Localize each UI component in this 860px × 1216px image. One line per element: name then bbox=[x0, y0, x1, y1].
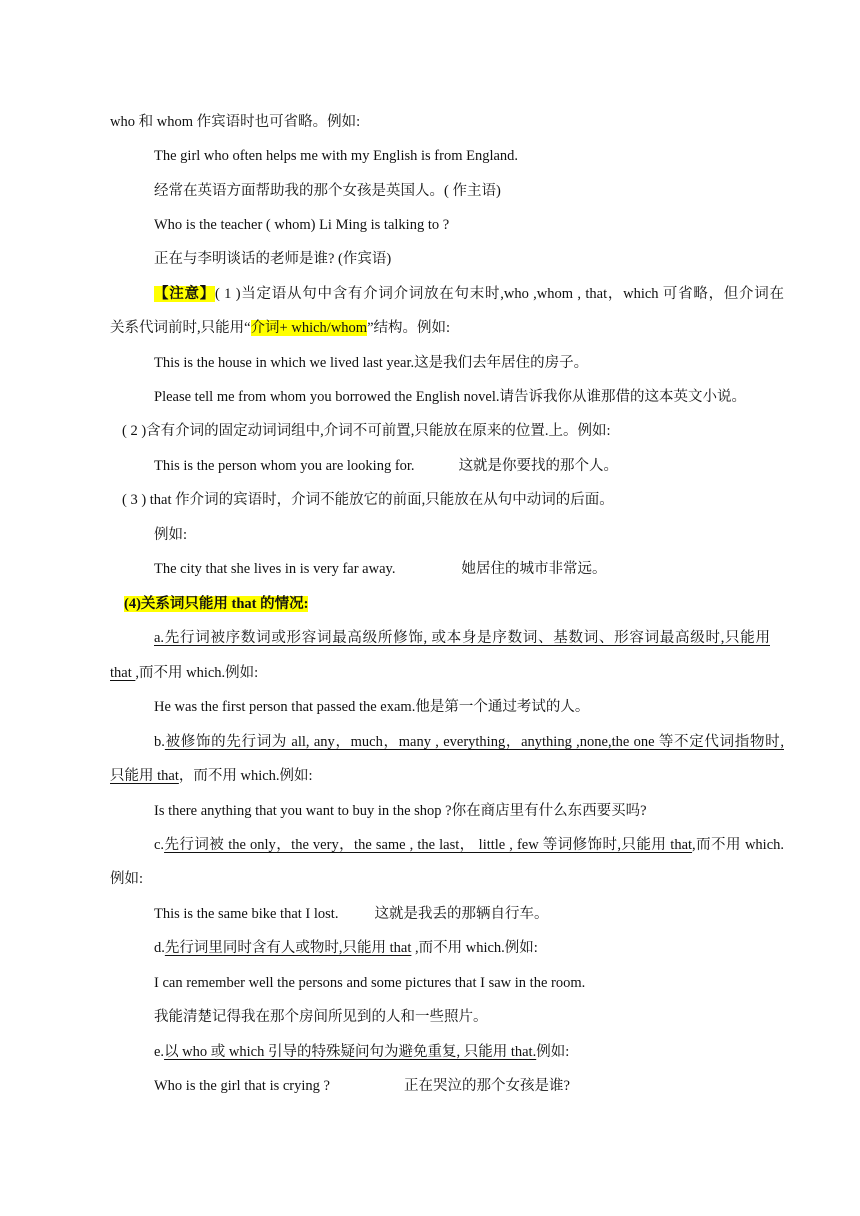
example-cn: 她居住的城市非常远。 bbox=[461, 561, 607, 577]
highlighted-structure: 介词+ which/whom bbox=[250, 320, 368, 336]
example-sentence-en: I can remember well the persons and some pictures that I saw in the room. bbox=[154, 975, 586, 991]
rule-b-line bbox=[110, 766, 313, 786]
example-en: This is the person whom you are looking for. bbox=[154, 458, 415, 474]
example-en: The city that she lives in is very far away. bbox=[154, 561, 396, 577]
text-span: c. bbox=[154, 837, 165, 853]
text-span: 例如: bbox=[536, 1044, 570, 1060]
rule-a-text: a.先行词被序数词或形容词最高级所修饰, 或本身是序数词、基数词、形容词最高级时,只能用 bbox=[154, 630, 770, 646]
text-line: 例如: bbox=[110, 871, 144, 887]
example-sentence bbox=[154, 1076, 570, 1096]
example-sentence-cn: 我能清楚记得我在那个房间所见到的人和一些照片。 bbox=[154, 1009, 488, 1025]
rule-c-text: 先行词被 the only，the very，the same , the last， little , few 等词修饰时,只能用 that bbox=[164, 837, 693, 853]
rule-e-text: 以 who 或 which 引导的特殊疑问句为避免重复, 只能用 that. bbox=[164, 1044, 537, 1060]
example-sentence-cn: 经常在英语方面帮助我的那个女孩是英国人。( 作主语) bbox=[154, 183, 501, 199]
text-span: d. bbox=[154, 940, 165, 956]
rule-item: ( 3 ) that 作介词的宾语时，介词不能放它的前面,只能放在从句中动词的后面。 bbox=[122, 492, 614, 508]
rule-b-line bbox=[154, 732, 784, 752]
example-sentence: This is the house in which we lived last year.这是我们去年居住的房子。 bbox=[154, 355, 589, 371]
example-cn: 正在哭泣的那个女孩是谁? bbox=[403, 1078, 570, 1094]
example-sentence bbox=[154, 456, 618, 476]
example-cn: 这就是我丢的那辆自行车。 bbox=[374, 906, 549, 922]
text-span: b. bbox=[154, 734, 165, 750]
note-text: ( 1 )当定语从句中含有介词介词放在句末时,who ,whom , that，which 可省略，但介词在 bbox=[214, 286, 785, 302]
rule-c-line bbox=[154, 835, 784, 855]
example-sentence-en: Who is the teacher ( whom) Li Ming is talking to ? bbox=[154, 217, 450, 233]
text-span: ,而不用 which.例如: bbox=[411, 940, 538, 956]
example-sentence: Please tell me from whom you borrowed the English novel.请告诉我你从谁那借的这本英文小说。 bbox=[154, 389, 747, 405]
rule-e-line bbox=[154, 1042, 569, 1062]
rule-item: ( 2 )含有介词的固定动词词组中,介词不可前置,只能放在原来的位置.上。例如: bbox=[122, 423, 611, 439]
example-sentence-cn: 正在与李明谈话的老师是谁? (作宾语) bbox=[154, 251, 392, 267]
section-heading bbox=[124, 594, 308, 614]
example-sentence bbox=[154, 559, 606, 579]
note-paragraph-line bbox=[110, 318, 450, 338]
text-line: 例如: bbox=[154, 527, 188, 543]
note-label: 【注意】 bbox=[154, 286, 215, 302]
example-sentence bbox=[154, 904, 548, 924]
example-en: Who is the girl that is crying ? bbox=[154, 1078, 330, 1094]
example-sentence-en: The girl who often helps me with my English is from England. bbox=[154, 148, 519, 164]
text-line: who 和 whom 作宾语时也可省略。例如: bbox=[110, 114, 361, 130]
example-en: This is the same bike that I lost. bbox=[154, 906, 339, 922]
rule-a-line bbox=[154, 628, 770, 648]
text-span: e. bbox=[154, 1044, 165, 1060]
section-heading-text: (4)关系词只能用 that 的情况: bbox=[124, 596, 309, 612]
underlined-term: that bbox=[110, 665, 136, 681]
rule-a-line bbox=[110, 663, 258, 683]
rule-b-text: 被修饰的先行词为 all, any，much，many , everything，anything ,none,the one 等不定代词指物时, bbox=[164, 734, 784, 750]
rule-d-line bbox=[154, 938, 538, 958]
text-span: ,而不用 which. bbox=[692, 837, 785, 853]
example-sentence: He was the first person that passed the exam.他是第一个通过考试的人。 bbox=[154, 699, 590, 715]
example-cn: 这就是你要找的那个人。 bbox=[458, 458, 619, 474]
text-span: ”结构。例如: bbox=[367, 320, 451, 336]
text-span: ，而不用 which.例如: bbox=[178, 768, 313, 784]
text-span: 关系代词前时,只能用“ bbox=[110, 320, 251, 336]
example-sentence: Is there anything that you want to buy in the shop ?你在商店里有什么东西要买吗? bbox=[154, 803, 647, 819]
text-span: ,而不用 which.例如: bbox=[135, 665, 259, 681]
underlined-term: 只能用 that bbox=[110, 768, 179, 784]
note-paragraph-line bbox=[154, 284, 784, 304]
rule-d-text: 先行词里同时含有人或物时,只能用 that bbox=[164, 940, 412, 956]
